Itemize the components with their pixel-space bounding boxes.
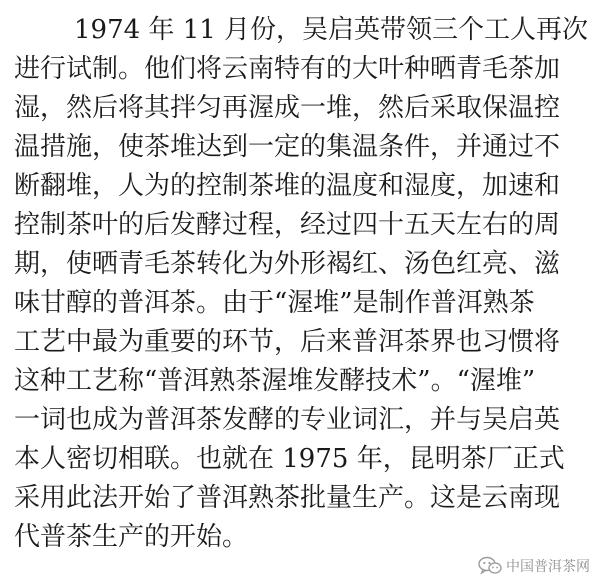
article-line: 代普茶生产的开始。 <box>14 522 249 552</box>
article-line: 这种工艺称“普洱熟茶渥堆发酵技术”。“渥堆” <box>14 366 536 396</box>
article-line: 1974 年 11 月份，吴启英带领三个工人再次 <box>74 15 589 45</box>
watermark <box>478 556 590 576</box>
article-line: 控制茶叶的后发酵过程，经过四十五天左右的周 <box>14 210 561 240</box>
article-line: 期，使晒青毛茶转化为外形褐红、汤色红亮、滋 <box>14 249 561 279</box>
article-body <box>14 0 589 557</box>
article-line: 工艺中最为重要的环节，后来普洱茶界也习惯将 <box>14 327 561 357</box>
article-line: 温措施，使茶堆达到一定的集温条件，并通过不 <box>14 132 561 162</box>
article-line: 一词也成为普洱茶发酵的专业词汇，并与吴启英 <box>14 405 561 435</box>
article-line: 味甘醇的普洱茶。由于“渥堆”是制作普洱熟茶 <box>14 288 535 318</box>
article-line: 进行试制。他们将云南特有的大叶种晒青毛茶加 <box>14 54 561 84</box>
article-line: 湿，然后将其拌匀再渥成一堆，然后采取保温控 <box>14 93 561 123</box>
wechat-icon <box>478 556 502 576</box>
article-line: 断翻堆，人为的控制茶堆的温度和湿度，加速和 <box>14 171 561 201</box>
watermark-text: 中国普洱茶网 <box>506 559 590 575</box>
article-line: 采用此法开始了普洱熟茶批量生产。这是云南现 <box>14 483 561 513</box>
article-line: 本人密切相联。也就在 1975 年，昆明茶厂正式 <box>14 444 565 474</box>
